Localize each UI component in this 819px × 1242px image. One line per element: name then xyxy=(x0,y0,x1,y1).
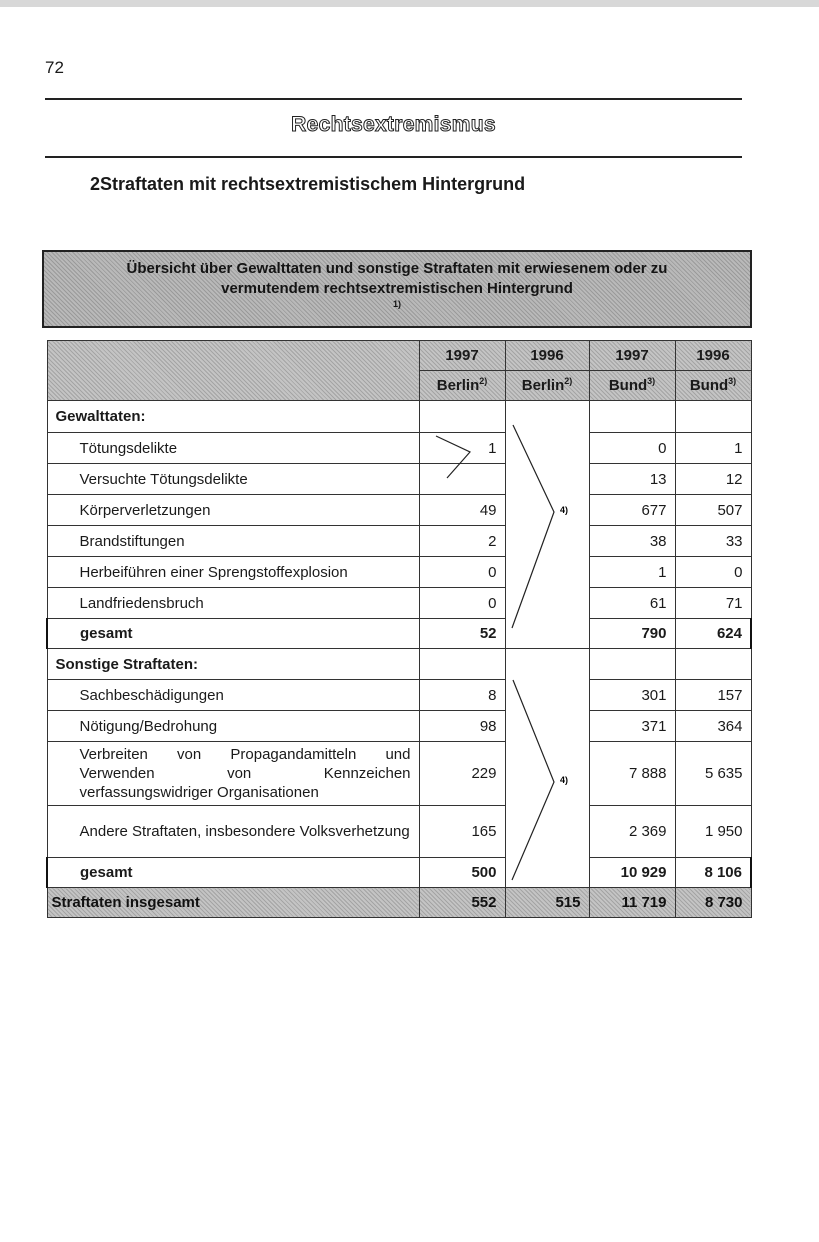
cell-value: 2 369 xyxy=(589,806,675,858)
subtotal-value: 790 xyxy=(589,619,675,649)
group-heading-row xyxy=(47,401,751,433)
subtotal-label: gesamt xyxy=(47,619,419,649)
col-year: 1997 xyxy=(589,341,675,371)
grand-total-value: 515 xyxy=(505,888,589,918)
cell-value: 2 xyxy=(419,526,505,557)
group-heading: Sonstige Straftaten: xyxy=(47,649,419,680)
empty-cell xyxy=(675,401,751,433)
table-row xyxy=(47,711,751,742)
col-area xyxy=(419,371,505,401)
cell-value: 229 xyxy=(419,742,505,806)
cell-value: 1 xyxy=(675,433,751,464)
table-row xyxy=(47,806,751,858)
cell-value: 157 xyxy=(675,680,751,711)
section-heading xyxy=(48,174,525,195)
empty-cell xyxy=(675,649,751,680)
cell-value: 61 xyxy=(589,588,675,619)
cell-value: 165 xyxy=(419,806,505,858)
scan-top-edge xyxy=(0,0,819,7)
header-corner xyxy=(47,341,419,401)
table-row xyxy=(47,495,751,526)
header-row-years xyxy=(47,341,751,371)
table-row xyxy=(47,433,751,464)
cell-value: 71 xyxy=(675,588,751,619)
col-year: 1996 xyxy=(505,341,589,371)
brace-note-2: 4) xyxy=(560,775,569,785)
header-rule-top xyxy=(45,98,742,100)
table-title-text: Übersicht über Gewalttaten und sonstige Straftaten mit erwiesenem oder zu vermutendem rechtsextremistischen Hintergrund xyxy=(126,260,668,297)
cell-value: 1 xyxy=(419,433,505,464)
page-number: 72 xyxy=(45,58,64,77)
row-label: Tötungsdelikte xyxy=(47,433,419,464)
grand-total-value: 552 xyxy=(419,888,505,918)
col-area-label: Bund xyxy=(608,377,648,394)
table-title xyxy=(97,259,697,319)
cell-value xyxy=(419,464,505,495)
subtotal-value: 10 929 xyxy=(589,858,675,888)
row-label: Versuchte Tötungsdelikte xyxy=(47,464,419,495)
header-rule-bottom xyxy=(45,156,742,158)
empty-cell xyxy=(419,401,505,433)
cell-value: 38 xyxy=(589,526,675,557)
col-area xyxy=(505,371,589,401)
row-label: Verbreiten von Propagandamitteln und Verwenden von Kennzeichen verfassungswidriger Organisationen xyxy=(47,742,419,806)
cell-value: 0 xyxy=(419,557,505,588)
cell-value: 13 xyxy=(589,464,675,495)
cell-value: 8 xyxy=(419,680,505,711)
cell-value: 0 xyxy=(589,433,675,464)
col-year: 1996 xyxy=(675,341,751,371)
table-title-footnote: 1) xyxy=(392,299,401,309)
cell-value: 12 xyxy=(675,464,751,495)
cell-value: 0 xyxy=(675,557,751,588)
table-row xyxy=(47,526,751,557)
row-label: Brandstiftungen xyxy=(47,526,419,557)
grand-total-value: 8 730 xyxy=(675,888,751,918)
cell-value: 1 950 xyxy=(675,806,751,858)
brace-note-1: 4) xyxy=(560,505,569,515)
col-area-label: Berlin xyxy=(521,377,565,394)
col-area xyxy=(675,371,751,401)
cell-value: 0 xyxy=(419,588,505,619)
section-title: Straftaten mit rechtsextremistischem Hintergrund xyxy=(100,174,526,194)
col-area-note: 3) xyxy=(728,376,737,386)
col-area-label: Bund xyxy=(689,377,729,394)
row-label: Nötigung/Bedrohung xyxy=(47,711,419,742)
group-heading-row xyxy=(47,649,751,680)
statistics-table xyxy=(46,340,752,918)
subtotal-row xyxy=(47,619,751,649)
table-row xyxy=(47,557,751,588)
cell-value: 371 xyxy=(589,711,675,742)
row-label: Landfriedensbruch xyxy=(47,588,419,619)
subtotal-row xyxy=(47,858,751,888)
subtotal-label: gesamt xyxy=(47,858,419,888)
cell-value: 364 xyxy=(675,711,751,742)
row-label: Andere Straftaten, insbesondere Volksverhetzung xyxy=(47,806,419,858)
cell-value: 49 xyxy=(419,495,505,526)
table-title-box xyxy=(42,250,752,328)
col-area-label: Berlin xyxy=(436,377,480,394)
section-number: 2 xyxy=(89,174,100,194)
cell-value: 507 xyxy=(675,495,751,526)
subtotal-value: 624 xyxy=(675,619,751,649)
brace-cell xyxy=(505,649,589,888)
grand-total-value: 11 719 xyxy=(589,888,675,918)
subtotal-value: 52 xyxy=(419,619,505,649)
table-row xyxy=(47,742,751,806)
empty-cell xyxy=(589,401,675,433)
cell-value: 677 xyxy=(589,495,675,526)
row-label: Sachbeschädigungen xyxy=(47,680,419,711)
row-label: Herbeiführen einer Sprengstoffexplosion xyxy=(47,557,419,588)
cell-value: 5 635 xyxy=(675,742,751,806)
col-year: 1997 xyxy=(419,341,505,371)
subtotal-value: 8 106 xyxy=(675,858,751,888)
cell-value: 98 xyxy=(419,711,505,742)
brace-cell xyxy=(505,401,589,649)
grand-total-label: Straftaten insgesamt xyxy=(47,888,419,918)
row-label: Körperverletzungen xyxy=(47,495,419,526)
group-heading: Gewalttaten: xyxy=(47,401,419,433)
table-row xyxy=(47,464,751,495)
table-row xyxy=(47,680,751,711)
cell-value: 301 xyxy=(589,680,675,711)
grand-total-row xyxy=(47,888,751,918)
col-area-note: 2) xyxy=(564,376,573,386)
running-head: Rechtsextremismus xyxy=(291,113,496,136)
cell-value: 1 xyxy=(589,557,675,588)
col-area xyxy=(589,371,675,401)
subtotal-value: 500 xyxy=(419,858,505,888)
col-area-note: 2) xyxy=(479,376,488,386)
cell-value: 7 888 xyxy=(589,742,675,806)
empty-cell xyxy=(419,649,505,680)
cell-value: 33 xyxy=(675,526,751,557)
table-row xyxy=(47,588,751,619)
empty-cell xyxy=(589,649,675,680)
col-area-note: 3) xyxy=(647,376,656,386)
